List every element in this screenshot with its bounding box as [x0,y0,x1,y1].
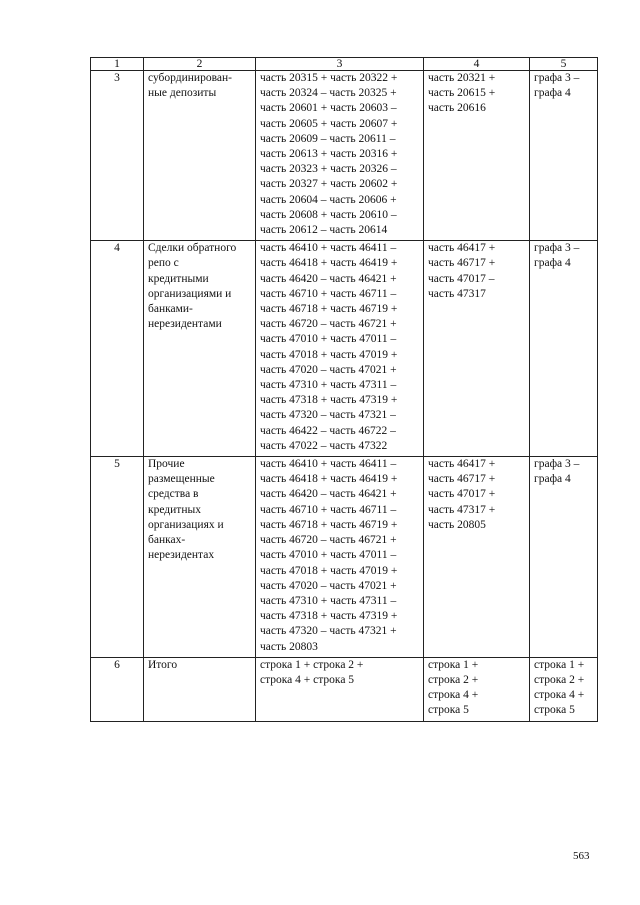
result-cell: графа 3 – графа 4 [530,241,598,457]
table-row [91,457,598,658]
row-name-cell: Итого [144,657,256,721]
header-cell-3: 3 [256,58,424,71]
deductions-cell: часть 46417 + часть 46717 + часть 47017 + часть 47317 + часть 20805 [424,457,530,658]
row-name-cell: Сделки обратного репо с кредитными организациями и банками- нерезидентами [144,241,256,457]
header-cell-2: 2 [144,58,256,71]
table-row [91,241,598,457]
row-number-cell: 5 [91,457,144,658]
result-cell: графа 3 – графа 4 [530,457,598,658]
row-number-cell: 4 [91,241,144,457]
table-body [91,58,598,722]
table-row [91,657,598,721]
header-cell-1: 1 [91,58,144,71]
page-number: 563 [573,850,590,862]
deductions-cell: часть 20321 + часть 20615 + часть 20616 [424,71,530,241]
header-row [91,58,598,71]
data-table [90,57,598,722]
accounts-cell: часть 20315 + часть 20322 + часть 20324 – часть 20325 + часть 20601 + часть 20603 – часть 20605 + часть 20607 + часть 20609 – часть 20611 – часть 20613 + часть 20316 + часть 20323 + часть 20326 – часть 20327 + часть 20602 + часть 20604 – часть 20606 + часть 20608 + часть 20610 – часть 20612 – часть 20614 [256,71,424,241]
header-cell-5: 5 [530,58,598,71]
row-name-cell: Прочие размещенные средства в кредитных организациях и банках- нерезидентах [144,457,256,658]
accounts-cell: часть 46410 + часть 46411 – часть 46418 + часть 46419 + часть 46420 – часть 46421 + часть 46710 + часть 46711 – часть 46718 + часть 46719 + часть 46720 – часть 46721 + часть 47010 + часть 47011 – часть 47018 + часть 47019 + часть 47020 – часть 47021 + часть 47310 + часть 47311 – часть 47318 + часть 47319 + часть 47320 – часть 47321 – часть 46422 – часть 46722 – часть 47022 – часть 47322 [256,241,424,457]
table-row [91,71,598,241]
accounts-cell: строка 1 + строка 2 + строка 4 + строка 5 [256,657,424,721]
deductions-cell: часть 46417 + часть 46717 + часть 47017 – часть 47317 [424,241,530,457]
result-cell: строка 1 + строка 2 + строка 4 + строка 5 [530,657,598,721]
row-name-cell: субординирован- ные депозиты [144,71,256,241]
header-cell-4: 4 [424,58,530,71]
deductions-cell: строка 1 + строка 2 + строка 4 + строка 5 [424,657,530,721]
row-number-cell: 6 [91,657,144,721]
row-number-cell: 3 [91,71,144,241]
accounts-cell: часть 46410 + часть 46411 – часть 46418 + часть 46419 + часть 46420 – часть 46421 + часть 46710 + часть 46711 – часть 46718 + часть 46719 + часть 46720 – часть 46721 + часть 47010 + часть 47011 – часть 47018 + часть 47019 + часть 47020 – часть 47021 + часть 47310 + часть 47311 – часть 47318 + часть 47319 + часть 47320 – часть 47321 + часть 20803 [256,457,424,658]
result-cell: графа 3 – графа 4 [530,71,598,241]
